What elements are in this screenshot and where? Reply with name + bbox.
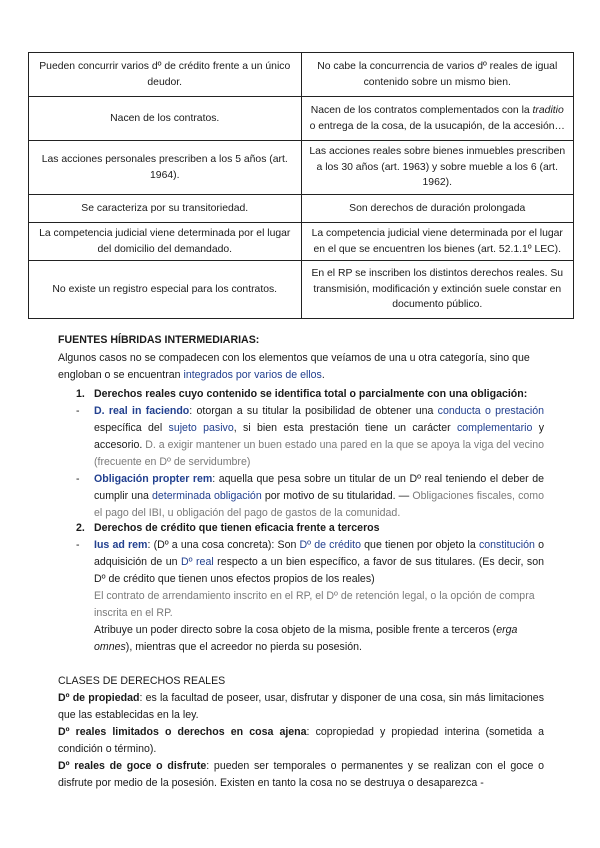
item1-title: [76, 386, 544, 403]
item2-example: El contrato de arrendamiento inscrito en el RP, el Dº de retención legal, o la opción de compra inscrita en el RP.: [94, 590, 535, 619]
bullet-dash: -: [76, 473, 80, 485]
term: Dº reales limitados o derechos en cosa ajena: [58, 726, 307, 738]
text: : (Dº a una cosa concreta): Son: [147, 539, 300, 551]
intro-end: .: [321, 369, 325, 381]
intro-text: Algunos casos no se compadecen con los elementos que veíamos de una u otra categoría, sino que engloban o se encuentran: [58, 352, 530, 381]
example: D. a exigir mantener un buen estado una pared en la que se apoya la viga del vecino (frecuente en Dº de servidumbre): [94, 439, 544, 468]
table-cell: En el RP se inscriben los distintos derechos reales. Su transmisión, modificación y extinción suele constar en documento público.: [301, 261, 574, 319]
table-row: [29, 261, 574, 319]
text: : aquella que pesa sobre un titular de un Dº real teniendo el deber de cumplir una: [94, 473, 544, 502]
item2-title: [76, 520, 544, 537]
table-cell: Pueden concurrir varios dº de crédito frente a un único deudor.: [29, 53, 302, 97]
text: por motivo de su titularidad. —: [261, 490, 413, 502]
clases-p3: [58, 758, 544, 792]
table-cell: No existe un registro especial para los contratos.: [29, 261, 302, 319]
table-cell: Son derechos de duración prolongada: [301, 195, 574, 223]
intro-highlight: integrados por varios de ellos: [183, 369, 322, 381]
item2-number: 2.: [76, 522, 85, 534]
text: ), mientras que el acreedor no pierda su posesión.: [125, 641, 362, 653]
fuentes-intro: [58, 350, 544, 384]
text: respecto a un bien específico, a favor de sus titulares. (Es decir, son Dº de crédito que tienen unos efectos propios de los reales): [94, 556, 544, 585]
highlight: complementario: [456, 422, 533, 434]
item2-note: [94, 622, 544, 656]
highlight: sujeto pasivo: [168, 422, 234, 434]
text: Atribuye un poder directo sobre la cosa objeto de la misma, posible frente a terceros (: [94, 624, 497, 636]
table-cell: Se caracteriza por su transitoriedad.: [29, 195, 302, 223]
text: : es la facultad de poseer, usar, disfrutar y disponer de una cosa, sin más limitaciones que las establecidas en la ley.: [58, 692, 544, 721]
text: y accesorio.: [94, 422, 544, 451]
fuentes-heading: FUENTES HÍBRIDAS INTERMEDIARIAS:: [58, 334, 260, 346]
text: específica del: [94, 422, 169, 434]
italic-term: erga omnes: [94, 624, 518, 653]
table-cell: No cabe la concurrencia de varios dº reales de igual contenido sobre un mismo bien.: [301, 53, 574, 97]
term: Obligación propter rem: [94, 473, 213, 485]
text: : pueden ser temporales o permanentes y se realizan con el goce o disfrute por medio de la posesión. Existen en tanto la cosa no se destruya o desaparezca -: [58, 760, 544, 789]
text: o adquisición de un: [94, 539, 544, 568]
table-row: [29, 223, 574, 261]
comparison-table: [28, 52, 574, 319]
table-cell: Nacen de los contratos.: [29, 97, 302, 141]
text: que tienen por objeto la: [360, 539, 479, 551]
table-cell: Las acciones reales sobre bienes inmuebles prescriben a los 30 años (art. 1963) y sobre mueble a los 6 (art. 1962).: [301, 141, 574, 195]
clases-heading: CLASES DE DERECHOS REALES: [58, 675, 226, 687]
table-cell: Las acciones personales prescriben a los 5 años (art. 1964).: [29, 141, 302, 195]
highlight: constitución: [478, 539, 535, 551]
table-row: [29, 97, 574, 141]
example: Obligaciones fiscales, como el pago del IBI, u obligación del pago de gastos de la comunidad.: [94, 490, 544, 519]
text: , si bien esta prestación tiene un carácter: [233, 422, 457, 434]
term: Dº reales de goce o disfrute: [58, 760, 207, 772]
table-row: [29, 141, 574, 195]
highlight: Dº real: [181, 556, 214, 568]
item2-title-text: Derechos de crédito que tienen eficacia frente a terceros: [94, 522, 380, 534]
table-row: [29, 195, 574, 223]
item2-sub1: [76, 537, 544, 588]
highlight: Dº de crédito: [299, 539, 361, 551]
clases-p2: [58, 724, 544, 758]
highlight: conducta o prestación: [437, 405, 545, 417]
bullet-dash: -: [76, 405, 80, 417]
table-row: [29, 53, 574, 97]
term: D. real in faciendo: [94, 405, 190, 417]
item1-sub2: [76, 471, 544, 522]
highlight: determinada obligación: [152, 490, 262, 502]
item1-sub1: [76, 403, 545, 471]
bullet-dash: -: [76, 539, 80, 551]
text: : copropiedad y propiedad interina (sometida a condición o término).: [58, 726, 544, 755]
term: Dº de propiedad: [58, 692, 140, 704]
clases-p1: [58, 690, 544, 724]
table-cell: La competencia judicial viene determinada por el lugar del domicilio del demandado.: [29, 223, 302, 261]
item1-number: 1.: [76, 388, 85, 400]
text: : otorgan a su titular la posibilidad de obtener una: [189, 405, 438, 417]
term: Ius ad rem: [94, 539, 148, 551]
table-cell: La competencia judicial viene determinada por el lugar en el que se encuentren los bienes (art. 52.1.1º LEC).: [301, 223, 574, 261]
item1-title-text: Derechos reales cuyo contenido se identifica total o parcialmente con una obligación:: [94, 388, 528, 400]
table-cell: Nacen de los contratos complementados con la traditio o entrega de la cosa, de la usucapión, de la accesión…: [301, 97, 574, 141]
